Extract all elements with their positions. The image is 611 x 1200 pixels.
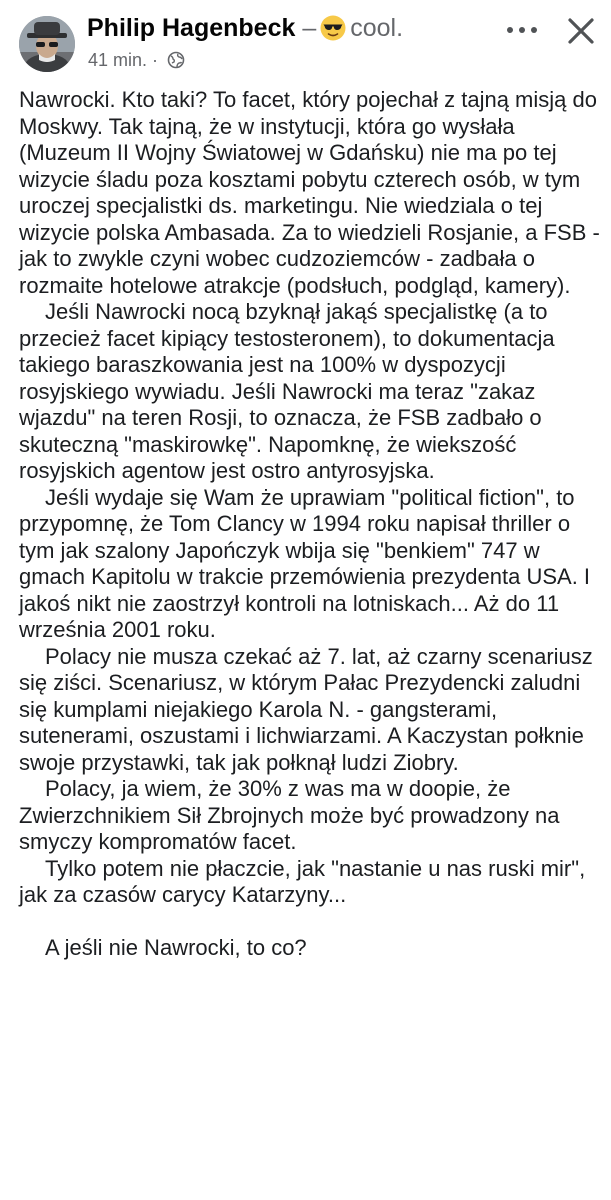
avatar-image (19, 16, 75, 72)
author-name[interactable]: Philip Hagenbeck (87, 14, 296, 42)
author-line (87, 12, 403, 44)
globe-icon (167, 51, 185, 69)
post-paragraph: Tylko potem nie płaczcie, jak "nastanie u nas ruski mir", jak za czasów carycy Katarzyny... (19, 855, 586, 907)
post-timestamp[interactable]: 41 min. (88, 50, 148, 70)
avatar[interactable] (19, 16, 75, 72)
feeling-text: cool. (350, 14, 404, 42)
post-body (19, 87, 604, 961)
close-button[interactable] (562, 12, 600, 50)
feeling-separator: – (302, 14, 317, 42)
post-meta (88, 48, 185, 72)
post-paragraph: Polacy, ja wiem, że 30% z was ma w doopie, że Zwierzchnikiem Sił Zbrojnych może być prowadzony na smyczy kompromatów facet. (19, 776, 560, 854)
sunglasses-emoji-icon (320, 15, 346, 41)
meta-separator: · (152, 50, 159, 70)
post-header (0, 0, 611, 80)
post-paragraph: Jeśli wydaje się Wam że uprawiam "political fiction", to przypomnę, że Tom Clancy w 1994 roku napisał thriller o tym jak szalony Japończyk wbija się "benkiem" 747 w gmach Kapitolu w trakcie przemówienia prezydenta USA. I jakoś nikt nie zaostrzył kontroli na lotniskach... Aż do 11 września 2001 roku. (19, 484, 591, 642)
post-paragraph: Nawrocki. Kto taki? To facet, który pojechał z tajną misją do Moskwy. Tak tajną, że w instytucji, która go wysłała (Muzeum II Wojny Światowej w Gdańsku) nie ma po tej wizycie śladu poza kosztami pobytu czterech osób, w tym uroczej specjalistki ds. marketingu. Nie wiedziala o tej wizycie polska Ambasada. Za to wiedzieli Rosjanie, a FSB - jak to zwykle czyni wobec cudzoziemców - zadbała o rozmaite hotelowe atrakcje (podsłuch, podgląd, kamery). (19, 87, 600, 298)
post-paragraph: A jeśli nie Nawrocki, to co? (45, 934, 307, 960)
post-paragraph: Polacy nie musza czekać aż 7. lat, aż czarny scenariusz się ziści. Scenariusz, w którym Pałac Prezydencki zaludni się kumplami niejakiego Karola N. - gangsterami, sutenerami, oszustami i lichwiarzami. A Kaczystan połknie swoje przystawki, tak jak połknął ludzi Ziobry. (19, 643, 593, 775)
more-options-button[interactable] (502, 18, 542, 42)
more-dots-icon (502, 18, 542, 42)
post-paragraph: Jeśli Nawrocki nocą bzyknął jakąś specjalistkę (a to przecież facet kipiący testosteronem), to dokumentacja takiego baraszkowania jest na 100% w dyspozycji rosyjskiego wywiadu. Jeśli Nawrocki ma teraz "zakaz wjazdu" na teren Rosji, to oznacza, że FSB zadbało o skuteczną "maskirowkę". Napomknę, że wiekszość rosyjskich agentow jest ostro antyrosyjska. (19, 299, 555, 483)
close-icon (562, 12, 600, 50)
